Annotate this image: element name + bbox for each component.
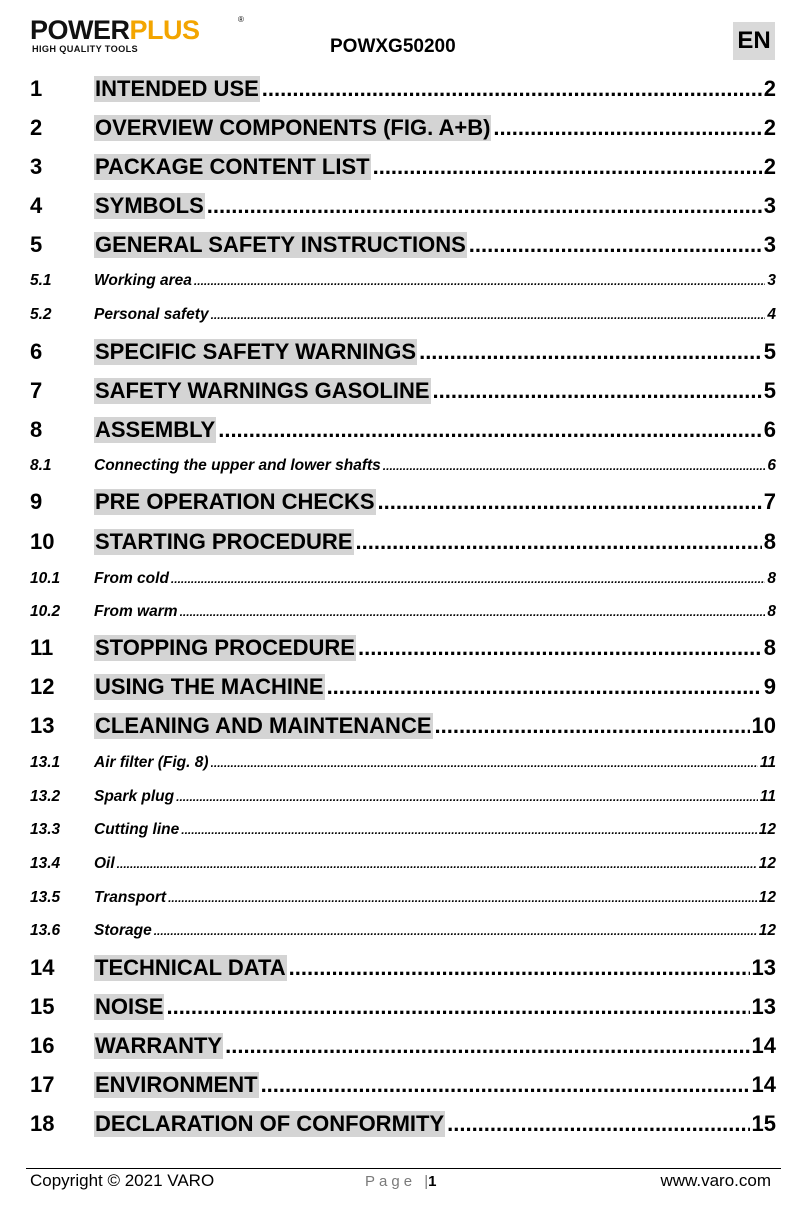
toc-dot-leader — [358, 635, 762, 661]
toc-entry[interactable] — [30, 920, 776, 942]
toc-dot-leader — [433, 378, 762, 404]
toc-dot-leader — [261, 1072, 750, 1098]
toc-entry-page: 6 — [763, 417, 776, 442]
toc-dot-leader — [419, 339, 762, 365]
toc-entry-title: INTENDED USE — [95, 76, 259, 101]
footer-divider — [26, 1168, 781, 1169]
toc-entry-number: 13 — [30, 713, 55, 738]
logo-word-plus: PLUS — [129, 15, 200, 45]
website-link[interactable]: www.varo.com — [660, 1171, 771, 1190]
toc-entry-title: CLEANING AND MAINTENANCE — [95, 713, 432, 738]
toc-entry-title: TECHNICAL DATA — [95, 955, 286, 980]
toc-entry[interactable] — [30, 337, 776, 367]
model-number: POWXG50200 — [330, 36, 456, 57]
toc-entry-page: 8 — [763, 635, 776, 660]
toc-entry-number: 10.2 — [30, 603, 61, 620]
toc-dot-leader — [181, 821, 757, 839]
toc-entry-number: 6 — [30, 339, 43, 364]
toc-dot-leader — [225, 1033, 749, 1059]
toc-entry-page: 8 — [763, 529, 776, 554]
toc-entry-title: Storage — [94, 922, 152, 939]
logo-word-power: POWER — [30, 15, 130, 45]
toc-entry-number: 12 — [30, 674, 55, 699]
toc-entry-number: 5 — [30, 232, 43, 257]
toc-entry[interactable] — [30, 113, 776, 143]
toc-entry-page: 3 — [763, 193, 776, 218]
toc-dot-leader — [493, 115, 761, 141]
toc-dot-leader — [356, 529, 762, 555]
toc-dot-leader — [262, 76, 762, 102]
toc-entry-page: 4 — [767, 306, 776, 323]
toc-entry-number: 4 — [30, 193, 43, 218]
toc-dot-leader — [469, 232, 762, 258]
toc-entry-number: 15 — [30, 994, 55, 1019]
toc-entry-title: Spark plug — [94, 788, 175, 805]
toc-entry-title: Cutting line — [94, 821, 180, 838]
toc-entry-title: ASSEMBLY — [95, 417, 216, 442]
toc-entry-number: 3 — [30, 154, 43, 179]
toc-entry-title: STOPPING PROCEDURE — [95, 635, 355, 660]
toc-entry-title: PACKAGE CONTENT LIST — [95, 154, 370, 179]
toc-entry[interactable] — [30, 376, 776, 406]
toc-entry-page: 11 — [759, 754, 776, 771]
toc-entry-title: Connecting the upper and lower shafts — [94, 457, 381, 474]
toc-dot-leader — [168, 889, 757, 907]
toc-entry-page: 12 — [758, 855, 776, 872]
toc-entry-number: 8.1 — [30, 457, 52, 474]
toc-entry-number: 10 — [30, 529, 55, 554]
toc-entry-number: 13.5 — [30, 889, 61, 906]
toc-entry-page: 2 — [763, 76, 776, 101]
toc-entry-page: 5 — [763, 378, 776, 403]
toc-dot-leader — [383, 457, 766, 475]
toc-entry-number: 5.1 — [30, 272, 52, 289]
toc-entry[interactable] — [30, 1109, 776, 1139]
page-number: 1 — [428, 1173, 437, 1190]
toc-dot-leader — [327, 674, 762, 700]
toc-entry-title: ENVIRONMENT — [95, 1072, 258, 1097]
toc-dot-leader — [207, 193, 762, 219]
toc-entry-title: SPECIFIC SAFETY WARNINGS — [95, 339, 417, 364]
toc-entry[interactable] — [30, 633, 776, 663]
toc-entry[interactable] — [30, 853, 776, 875]
toc-dot-leader — [176, 788, 758, 806]
page-indicator — [365, 1171, 436, 1193]
toc-entry-page: 8 — [767, 603, 776, 620]
toc-entry-number: 14 — [30, 955, 55, 980]
toc-dot-leader — [289, 955, 750, 981]
toc-entry[interactable] — [30, 1031, 776, 1061]
page-separator: | — [424, 1173, 429, 1190]
toc-entry-number: 13.3 — [30, 821, 61, 838]
toc-entry-title: From cold — [94, 570, 169, 587]
toc-entry-page: 12 — [758, 922, 776, 939]
toc-entry-page: 13 — [751, 994, 776, 1019]
toc-entry-title: Transport — [94, 889, 167, 906]
toc-entry-page: 14 — [751, 1033, 776, 1058]
toc-entry[interactable] — [30, 74, 776, 104]
toc-entry[interactable] — [30, 568, 776, 590]
toc-dot-leader — [373, 154, 762, 180]
toc-dot-leader — [218, 417, 762, 443]
toc-entry-title: OVERVIEW COMPONENTS (FIG. A+B) — [95, 115, 491, 140]
toc-entry-number: 13.4 — [30, 855, 61, 872]
toc-entry-page: 15 — [751, 1111, 776, 1136]
toc-entry[interactable] — [30, 270, 776, 292]
toc-entry-page: 12 — [758, 821, 776, 838]
toc-dot-leader — [194, 272, 765, 290]
toc-entry-page: 9 — [763, 674, 776, 699]
copyright-notice: Copyright © 2021 VARO — [30, 1171, 215, 1190]
toc-entry[interactable] — [30, 711, 776, 741]
toc-entry-number: 5.2 — [30, 306, 52, 323]
toc-entry-number: 1 — [30, 76, 43, 101]
toc-entry-number: 17 — [30, 1072, 55, 1097]
toc-entry[interactable] — [30, 455, 776, 477]
logo-tagline: HIGH QUALITY TOOLS — [32, 44, 139, 54]
toc-entry-page: 12 — [758, 889, 776, 906]
toc-entry-number: 13.6 — [30, 922, 61, 939]
toc-entry-title: Working area — [94, 272, 192, 289]
toc-entry-number: 18 — [30, 1111, 55, 1136]
toc-entry-title: USING THE MACHINE — [95, 674, 324, 699]
language-badge: EN — [733, 22, 775, 60]
toc-entry-page: 3 — [763, 232, 776, 257]
toc-entry[interactable] — [30, 786, 776, 808]
toc-dot-leader — [378, 489, 762, 515]
toc-entry-number: 7 — [30, 378, 43, 403]
toc-dot-leader — [211, 306, 766, 324]
toc-entry-number: 9 — [30, 489, 43, 514]
toc-dot-leader — [166, 994, 749, 1020]
toc-entry-number: 13.1 — [30, 754, 61, 771]
toc-entry-number: 10.1 — [30, 570, 61, 587]
toc-entry-page: 13 — [751, 955, 776, 980]
toc-entry-title: Air filter (Fig. 8) — [94, 754, 209, 771]
toc-entry[interactable] — [30, 230, 776, 260]
toc-entry-title: GENERAL SAFETY INSTRUCTIONS — [95, 232, 466, 257]
toc-dot-leader — [154, 922, 757, 940]
toc-entry-page: 14 — [751, 1072, 776, 1097]
toc-entry-page: 2 — [763, 154, 776, 179]
toc-entry-page: 5 — [763, 339, 776, 364]
toc-entry[interactable] — [30, 953, 776, 983]
toc-entry[interactable] — [30, 415, 776, 445]
toc-entry[interactable] — [30, 992, 776, 1022]
toc-entry[interactable] — [30, 487, 776, 517]
toc-entry[interactable] — [30, 887, 776, 909]
toc-entry-page: 6 — [767, 457, 776, 474]
toc-entry[interactable] — [30, 601, 776, 623]
toc-entry[interactable] — [30, 191, 776, 221]
toc-entry-number: 16 — [30, 1033, 55, 1058]
toc-entry-page: 2 — [763, 115, 776, 140]
toc-entry-title: NOISE — [95, 994, 164, 1019]
toc-entry-number: 11 — [30, 635, 54, 660]
toc-dot-leader — [180, 603, 766, 621]
toc-entry-number: 2 — [30, 115, 43, 140]
toc-entry[interactable] — [30, 752, 776, 774]
registered-mark: ® — [238, 15, 244, 24]
toc-entry[interactable] — [30, 527, 776, 557]
toc-entry-page: 3 — [767, 272, 776, 289]
toc-dot-leader — [447, 1111, 749, 1137]
toc-entry[interactable] — [30, 1070, 776, 1100]
toc-entry-title: Personal safety — [94, 306, 209, 323]
toc-entry-page: 10 — [751, 713, 776, 738]
toc-entry[interactable] — [30, 304, 776, 326]
toc-entry-page: 11 — [759, 788, 776, 805]
toc-entry-title: From warm — [94, 603, 178, 620]
toc-entry-title: DECLARATION OF CONFORMITY — [95, 1111, 445, 1136]
toc-dot-leader — [117, 855, 757, 873]
toc-entry-title: STARTING PROCEDURE — [95, 529, 353, 554]
toc-entry[interactable] — [30, 672, 776, 702]
toc-entry[interactable] — [30, 152, 776, 182]
toc-entry-page: 8 — [767, 570, 776, 587]
toc-dot-leader — [211, 754, 758, 772]
toc-dot-leader — [435, 713, 750, 739]
toc-entry-number: 13.2 — [30, 788, 61, 805]
toc-entry-title: PRE OPERATION CHECKS — [95, 489, 375, 514]
toc-entry[interactable] — [30, 819, 776, 841]
toc-entry-page: 7 — [763, 489, 776, 514]
toc-entry-title: SYMBOLS — [95, 193, 204, 218]
toc-entry-title: SAFETY WARNINGS GASOLINE — [95, 378, 430, 403]
page-label: Page — [365, 1173, 417, 1190]
toc-dot-leader — [171, 570, 765, 588]
toc-entry-number: 8 — [30, 417, 43, 442]
toc-entry-title: Oil — [94, 855, 115, 872]
toc-entry-title: WARRANTY — [95, 1033, 223, 1058]
